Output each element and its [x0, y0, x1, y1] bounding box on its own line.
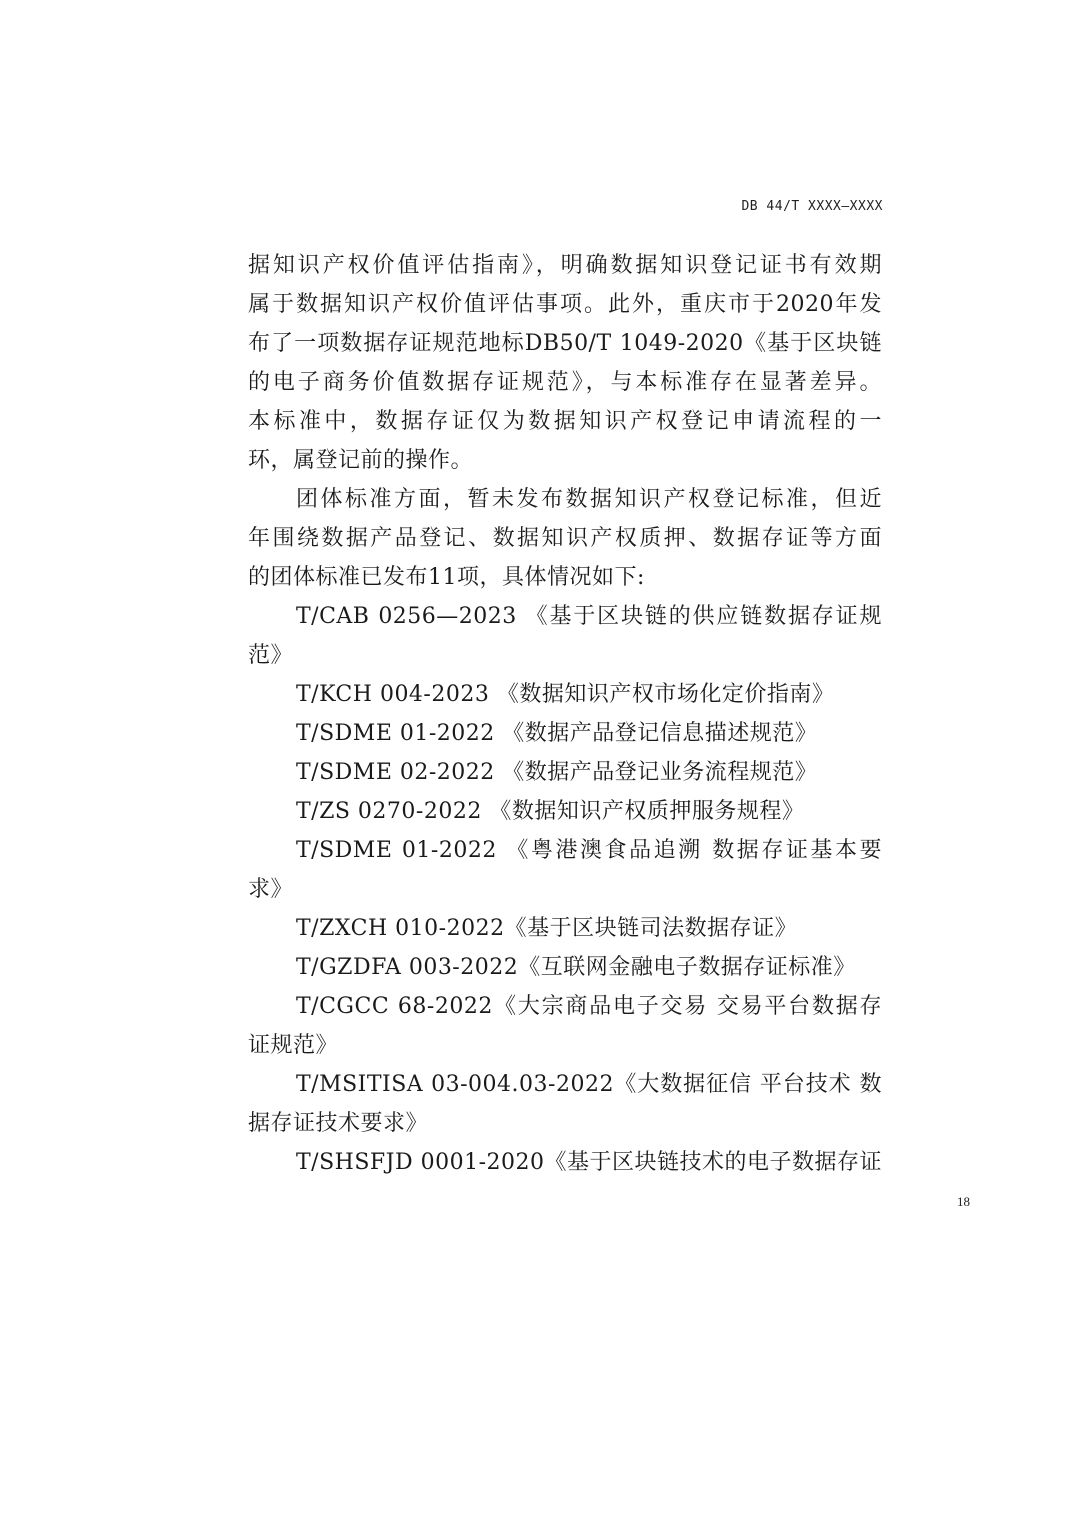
- document-code-header: DB 44/T XXXX—XXXX: [741, 199, 883, 214]
- text-line: 本标准中，数据存证仅为数据知识产权登记申请流程的一: [248, 409, 882, 434]
- text-line: 环，属登记前的操作。: [248, 448, 474, 473]
- standard-item: T/CGCC 68-2022《大宗商品电子交易 交易平台数据存: [296, 994, 882, 1019]
- standard-item: T/SDME 01-2022 《粤港澳食品追溯 数据存证基本要: [296, 838, 882, 863]
- text-line: 据知识产权价值评估指南》，明确数据知识登记证书有效期: [248, 253, 882, 278]
- paragraph-start: 团体标准方面，暂未发布数据知识产权登记标准，但近: [296, 487, 882, 512]
- text-line: 的电子商务价值数据存证规范》，与本标准存在显著差异。: [248, 370, 882, 395]
- standard-item: T/GZDFA 003-2022《互联网金融电子数据存证标准》: [296, 955, 856, 980]
- standard-item-continuation: 据存证技术要求》: [248, 1111, 429, 1136]
- standard-item: T/CAB 0256—2023 《基于区块链的供应链数据存证规: [296, 604, 882, 629]
- body-text: [248, 246, 882, 1182]
- text-line: 年围绕数据产品登记、数据知识产权质押、数据存证等方面: [248, 526, 882, 551]
- standard-item-continuation: 求》: [248, 877, 294, 902]
- standard-item: T/SDME 01-2022 《数据产品登记信息描述规范》: [296, 721, 818, 746]
- standard-item: T/MSITISA 03-004.03-2022《大数据征信 平台技术 数: [296, 1072, 882, 1097]
- standard-item-continuation: 范》: [248, 643, 294, 668]
- text-line: 布了一项数据存证规范地标DB50/T 1049-2020《基于区块链: [248, 331, 882, 356]
- page-number: 18: [957, 1194, 970, 1209]
- standard-item-continuation: 证规范》: [248, 1033, 339, 1058]
- standard-item: T/SHSFJD 0001-2020《基于区块链技术的电子数据存证: [296, 1150, 883, 1175]
- text-line: 属于数据知识产权价值评估事项。此外，重庆市于2020年发: [248, 292, 882, 317]
- standard-item: T/SDME 02-2022 《数据产品登记业务流程规范》: [296, 760, 818, 785]
- text-line: 的团体标准已发布11项，具体情况如下:: [248, 565, 645, 590]
- standard-item: T/ZXCH 010-2022《基于区块链司法数据存证》: [296, 916, 798, 941]
- standard-item: T/KCH 004-2023 《数据知识产权市场化定价指南》: [296, 682, 835, 707]
- standard-item: T/ZS 0270-2022 《数据知识产权质押服务规程》: [296, 799, 805, 824]
